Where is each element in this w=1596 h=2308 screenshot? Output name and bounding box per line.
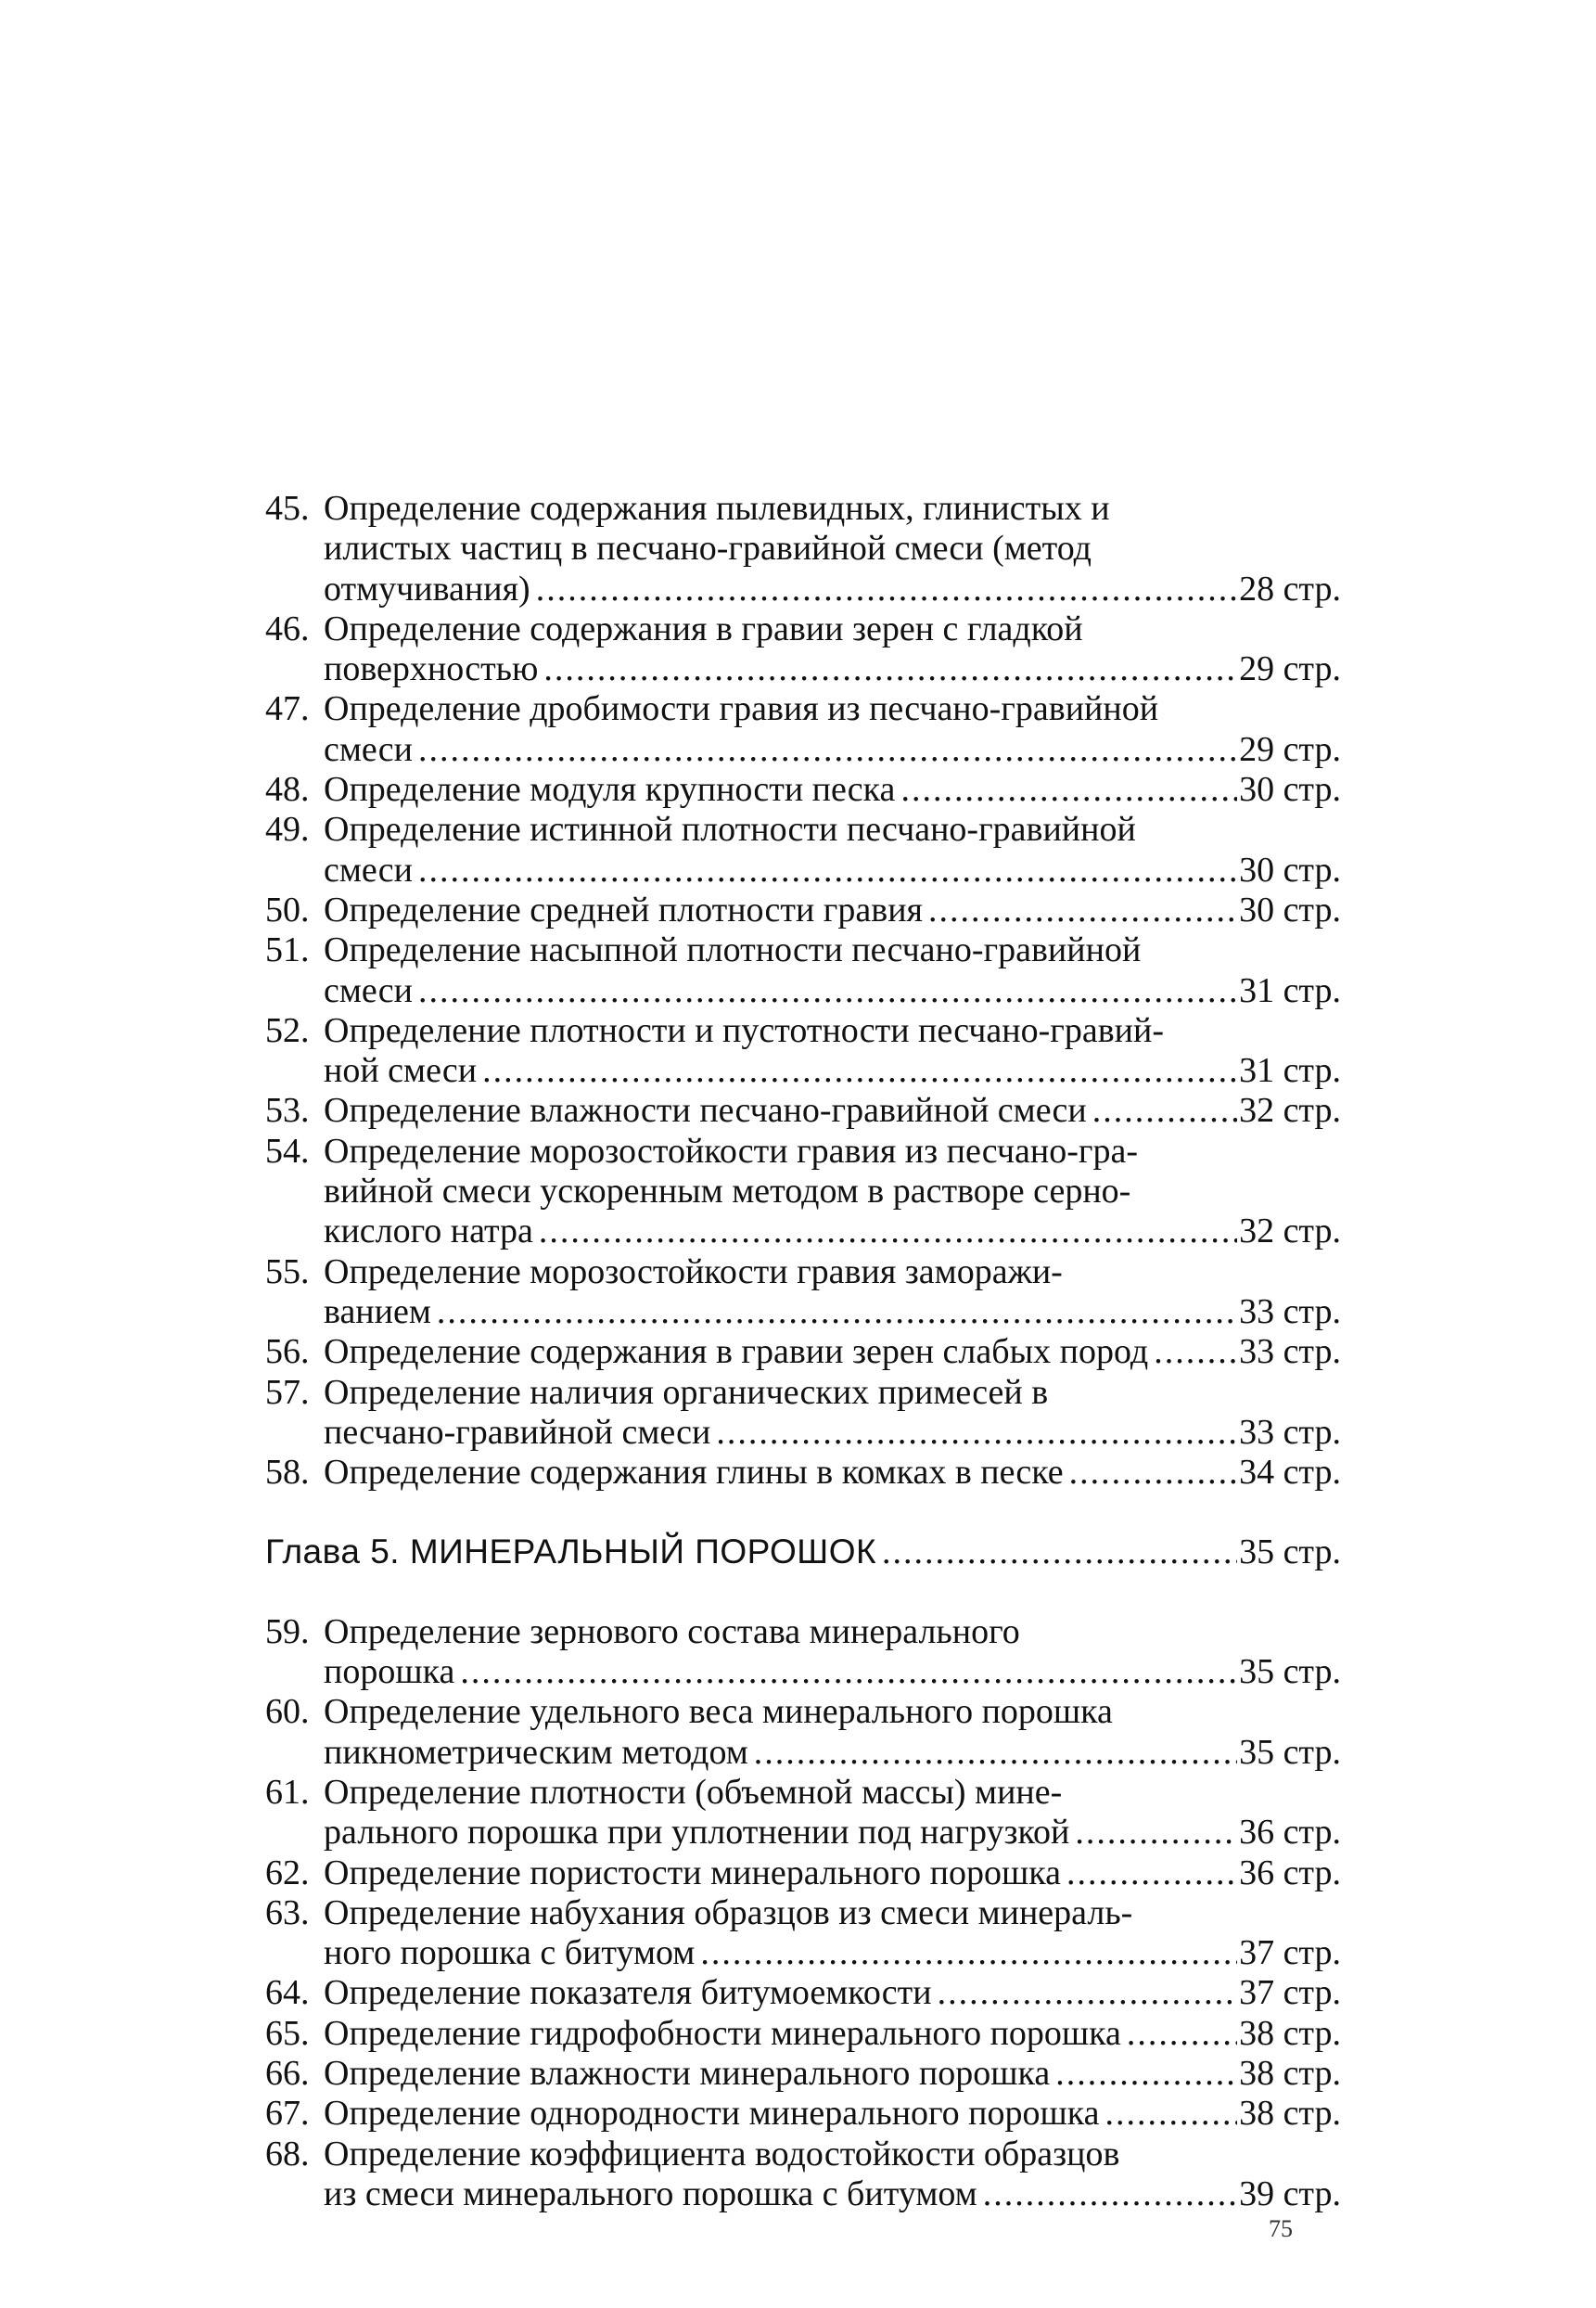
- toc-entry-number: 46.: [265, 609, 310, 648]
- toc-entry-line: [265, 1773, 1341, 1813]
- toc-entry-line: [265, 1252, 1341, 1292]
- toc-entry-text: смеси: [324, 850, 413, 890]
- toc-entry-text: илистых частиц в песчано-гравийной смеси (метод: [324, 529, 1092, 569]
- toc-entry-text: Определение набухания образцов из смеси минераль-: [324, 1892, 1133, 1932]
- toc-entry-number: 54.: [265, 1131, 310, 1171]
- toc-entry-page-ref: 37 стр.: [1239, 1933, 1341, 1973]
- toc-entry: [265, 1332, 1341, 1372]
- toc-entry-text: Определение содержания в гравии зерен с гладкой: [324, 609, 1083, 648]
- dot-leader: [1127, 2014, 1237, 2054]
- dot-leader: [1092, 1091, 1237, 1131]
- toc-entry-line: [265, 1692, 1341, 1732]
- toc-entry: [265, 1091, 1341, 1131]
- toc-entry-number: 61.: [265, 1772, 310, 1812]
- toc-entry-line: [265, 570, 1341, 609]
- toc-entry: [265, 2135, 1341, 2215]
- toc-entry-page-ref: 31 стр.: [1239, 1051, 1341, 1091]
- toc-entry-line: [265, 770, 1341, 810]
- toc-entry-number: 55.: [265, 1251, 310, 1291]
- toc-entry-number: 50.: [265, 890, 310, 930]
- toc-entry-page-ref: 30 стр.: [1239, 850, 1341, 890]
- toc-entry-number: 53.: [265, 1091, 310, 1131]
- toc-entry-line: [265, 851, 1341, 891]
- toc-entry-text: вийной смеси ускоренным методом в растворе серно-: [324, 1172, 1131, 1212]
- toc-entry-text: Определение плотности и пустотности песчано-гравий-: [324, 1010, 1164, 1050]
- dot-leader: [700, 1933, 1237, 1973]
- dot-leader: [928, 891, 1237, 930]
- toc-entry-text: ванием: [324, 1291, 431, 1331]
- dot-leader: [1105, 2094, 1238, 2134]
- toc-entry: [265, 1612, 1341, 1693]
- toc-entry-number: 56.: [265, 1332, 310, 1372]
- toc-entry-line: [265, 649, 1341, 689]
- toc-entry-number: 59.: [265, 1611, 310, 1651]
- toc-entry-number: 65.: [265, 2013, 310, 2053]
- toc-entry-text: Определение удельного веса минерального порошка: [324, 1692, 1113, 1732]
- toc-entry-line: [265, 2135, 1341, 2174]
- toc-entry-page-ref: 32 стр.: [1239, 1212, 1341, 1251]
- dot-leader: [983, 2174, 1237, 2214]
- toc-entry-page-ref: 29 стр.: [1239, 649, 1341, 689]
- toc-entry-text: Определение показателя битумоемкости: [324, 1973, 932, 2013]
- toc-entry: [265, 489, 1341, 609]
- toc-entry: [265, 810, 1341, 891]
- toc-entry-number: 48.: [265, 770, 310, 810]
- toc-entry-number: 68.: [265, 2134, 310, 2173]
- toc-entry-line: [265, 2094, 1341, 2134]
- toc-entry: [265, 1252, 1341, 1333]
- toc-group-chapter-5: [265, 1612, 1341, 2214]
- toc-entry-number: 45.: [265, 489, 310, 528]
- toc-entry-page-ref: 30 стр.: [1239, 890, 1341, 930]
- chapter-title: Глава 5. МИНЕРАЛЬНЫЙ ПОРОШОК: [265, 1532, 877, 1571]
- toc-entry-line: [265, 730, 1341, 770]
- toc-entry-page-ref: 28 стр.: [1239, 569, 1341, 609]
- toc-entry-number: 49.: [265, 810, 310, 850]
- toc-entry-number: 63.: [265, 1892, 310, 1932]
- toc-entry: [265, 1853, 1341, 1893]
- page-number: 75: [1269, 2215, 1293, 2242]
- toc-entry-number: 64.: [265, 1973, 310, 2013]
- toc-group-chapter-4: [265, 489, 1341, 1493]
- dot-leader: [543, 649, 1237, 689]
- toc-entry-text: Определение модуля крупности песка: [324, 770, 896, 810]
- toc-entry-text: Определение средней плотности гравия: [324, 890, 924, 930]
- toc-entry-line: [265, 1973, 1341, 2013]
- toc-entry: [265, 2094, 1341, 2134]
- toc-entry-page-ref: 32 стр.: [1239, 1091, 1341, 1131]
- toc-entry: [265, 1453, 1341, 1493]
- table-of-contents: [265, 489, 1341, 2214]
- chapter-heading: [265, 1532, 1341, 1572]
- toc-entry: [265, 770, 1341, 810]
- toc-entry-text: Определение содержания пылевидных, глинистых и: [324, 489, 1110, 528]
- toc-entry-text: Определение морозостойкости гравия из песчано-гра-: [324, 1131, 1138, 1171]
- dot-leader: [418, 730, 1237, 770]
- toc-entry: [265, 930, 1341, 1011]
- toc-entry-line: [265, 529, 1341, 569]
- toc-entry-line: [265, 930, 1341, 970]
- toc-entry-number: 60.: [265, 1692, 310, 1732]
- toc-entry-number: 62.: [265, 1853, 310, 1892]
- toc-entry-page-ref: 35 стр.: [1239, 1732, 1341, 1772]
- toc-entry-line: [265, 891, 1341, 930]
- toc-entry-number: 67.: [265, 2094, 310, 2134]
- dot-leader: [539, 1212, 1237, 1251]
- chapter-page-ref: 35 стр.: [1239, 1532, 1341, 1572]
- toc-entry-text: поверхностью: [324, 649, 539, 689]
- toc-entry-number: 47.: [265, 689, 310, 729]
- toc-entry-page-ref: 37 стр.: [1239, 1973, 1341, 2013]
- toc-entry-line: [265, 1132, 1341, 1172]
- dot-leader: [1066, 1853, 1237, 1893]
- dot-leader: [716, 1413, 1237, 1453]
- toc-entry-line: [265, 1091, 1341, 1131]
- dot-leader: [437, 1292, 1237, 1332]
- toc-entry: [265, 1692, 1341, 1773]
- toc-entry-text: смеси: [324, 729, 413, 769]
- toc-entry-text: пикнометрическим методом: [324, 1732, 748, 1772]
- toc-entry-text: Определение морозостойкости гравия заморажи-: [324, 1251, 1063, 1291]
- toc-entry-number: 52.: [265, 1010, 310, 1050]
- toc-entry: [265, 1373, 1341, 1454]
- toc-entry-page-ref: 31 стр.: [1239, 970, 1341, 1010]
- toc-entry-text: отмучивания): [324, 569, 530, 609]
- toc-entry-text: Определение наличия органических примесей в: [324, 1372, 1049, 1412]
- toc-entry-page-ref: 30 стр.: [1239, 770, 1341, 810]
- toc-entry-line: [265, 2054, 1341, 2094]
- toc-entry-text: Определение зернового состава минерального: [324, 1611, 1020, 1651]
- toc-entry-line: [265, 1853, 1341, 1893]
- toc-entry-text: Определение коэффициента водостойкости образцов: [324, 2134, 1120, 2173]
- toc-entry-line: [265, 1212, 1341, 1251]
- toc-entry-text: Определение дробимости гравия из песчано-гравийной: [324, 689, 1159, 729]
- toc-entry-page-ref: 36 стр.: [1239, 1853, 1341, 1892]
- toc-entry-text: кислого натра: [324, 1212, 533, 1251]
- toc-entry-line: [265, 609, 1341, 649]
- toc-entry-number: 66.: [265, 2053, 310, 2093]
- toc-entry-line: [265, 810, 1341, 850]
- toc-entry: [265, 1011, 1341, 1092]
- toc-entry-page-ref: 29 стр.: [1239, 729, 1341, 769]
- toc-entry-text: Определение плотности (объемной массы) мине-: [324, 1772, 1063, 1812]
- toc-entry: [265, 891, 1341, 930]
- dot-leader: [536, 570, 1237, 609]
- toc-entry-line: [265, 1332, 1341, 1372]
- toc-entry-line: [265, 1933, 1341, 1973]
- toc-entry-text: Определение содержания в гравии зерен слабых пород: [324, 1332, 1149, 1372]
- toc-entry-page-ref: 35 стр.: [1239, 1652, 1341, 1692]
- toc-entry-line: [265, 1413, 1341, 1453]
- toc-entry-line: [265, 1051, 1341, 1091]
- toc-entry-text: Определение однородности минерального порошка: [324, 2094, 1100, 2134]
- toc-entry-line: [265, 1612, 1341, 1652]
- toc-entry-text: смеси: [324, 970, 413, 1010]
- toc-entry-line: [265, 1453, 1341, 1493]
- toc-entry-page-ref: 38 стр.: [1239, 2013, 1341, 2053]
- toc-entry-text: песчано-гравийной смеси: [324, 1412, 711, 1452]
- toc-entry-line: [265, 1292, 1341, 1332]
- toc-entry-text: Определение насыпной плотности песчано-гравийной: [324, 930, 1142, 970]
- dot-leader: [418, 971, 1237, 1011]
- toc-entry: [265, 609, 1341, 690]
- dot-leader: [1154, 1332, 1237, 1372]
- toc-entry-page-ref: 33 стр.: [1239, 1291, 1341, 1331]
- toc-entry-line: [265, 1373, 1341, 1413]
- dot-leader: [460, 1652, 1237, 1692]
- toc-entry-text: из смеси минерального порошка с битумом: [324, 2173, 977, 2213]
- dot-leader: [754, 1733, 1237, 1773]
- toc-entry-page-ref: 36 стр.: [1239, 1813, 1341, 1853]
- dot-leader: [882, 1532, 1237, 1572]
- toc-entry-text: ной смеси: [324, 1051, 478, 1091]
- toc-entry: [265, 1773, 1341, 1853]
- toc-entry-line: [265, 1813, 1341, 1853]
- toc-entry-page-ref: 34 стр.: [1239, 1453, 1341, 1493]
- toc-entry-text: Определение пористости минерального порошка: [324, 1853, 1062, 1892]
- dot-leader: [1069, 1453, 1237, 1493]
- toc-entry-line: [265, 489, 1341, 529]
- dot-leader: [482, 1051, 1237, 1091]
- toc-entry-line: [265, 1893, 1341, 1933]
- dot-leader: [1075, 1813, 1237, 1853]
- toc-entry-text: Определение гидрофобности минерального порошка: [324, 2013, 1121, 2053]
- toc-entry-text: Определение влажности песчано-гравийной смеси: [324, 1091, 1087, 1131]
- toc-entry-line: [265, 1733, 1341, 1773]
- toc-entry-page-ref: 33 стр.: [1239, 1332, 1341, 1372]
- toc-entry: [265, 1973, 1341, 2013]
- toc-entry-line: [265, 689, 1341, 729]
- toc-entry-page-ref: 33 стр.: [1239, 1412, 1341, 1452]
- dot-leader: [418, 851, 1237, 891]
- toc-entry-page-ref: 38 стр.: [1239, 2053, 1341, 2093]
- toc-entry-text: ного порошка с битумом: [324, 1933, 696, 1973]
- toc-entry: [265, 2054, 1341, 2094]
- toc-entry-line: [265, 1011, 1341, 1051]
- dot-leader: [1055, 2054, 1237, 2094]
- toc-entry: [265, 689, 1341, 770]
- toc-entry-line: [265, 1652, 1341, 1692]
- toc-entry-number: 57.: [265, 1372, 310, 1412]
- dot-leader: [938, 1973, 1237, 2013]
- toc-entry-page-ref: 38 стр.: [1239, 2094, 1341, 2134]
- toc-entry-number: 51.: [265, 930, 310, 970]
- toc-entry: [265, 1132, 1341, 1252]
- toc-entry-page-ref: 39 стр.: [1239, 2173, 1341, 2213]
- toc-entry: [265, 2014, 1341, 2054]
- toc-entry-text: Определение влажности минерального порошка: [324, 2053, 1051, 2093]
- toc-entry: [265, 1893, 1341, 1974]
- toc-entry-text: Определение содержания глины в комках в песке: [324, 1453, 1064, 1493]
- toc-entry-text: Определение истинной плотности песчано-гравийной: [324, 810, 1136, 850]
- toc-entry-line: [265, 971, 1341, 1011]
- toc-entry-text: порошка: [324, 1652, 455, 1692]
- dot-leader: [900, 770, 1237, 810]
- toc-entry-line: [265, 2174, 1341, 2214]
- toc-entry-line: [265, 1172, 1341, 1212]
- toc-entry-number: 58.: [265, 1453, 310, 1493]
- toc-entry-line: [265, 2014, 1341, 2054]
- toc-entry-text: рального порошка при уплотнении под нагрузкой: [324, 1813, 1070, 1853]
